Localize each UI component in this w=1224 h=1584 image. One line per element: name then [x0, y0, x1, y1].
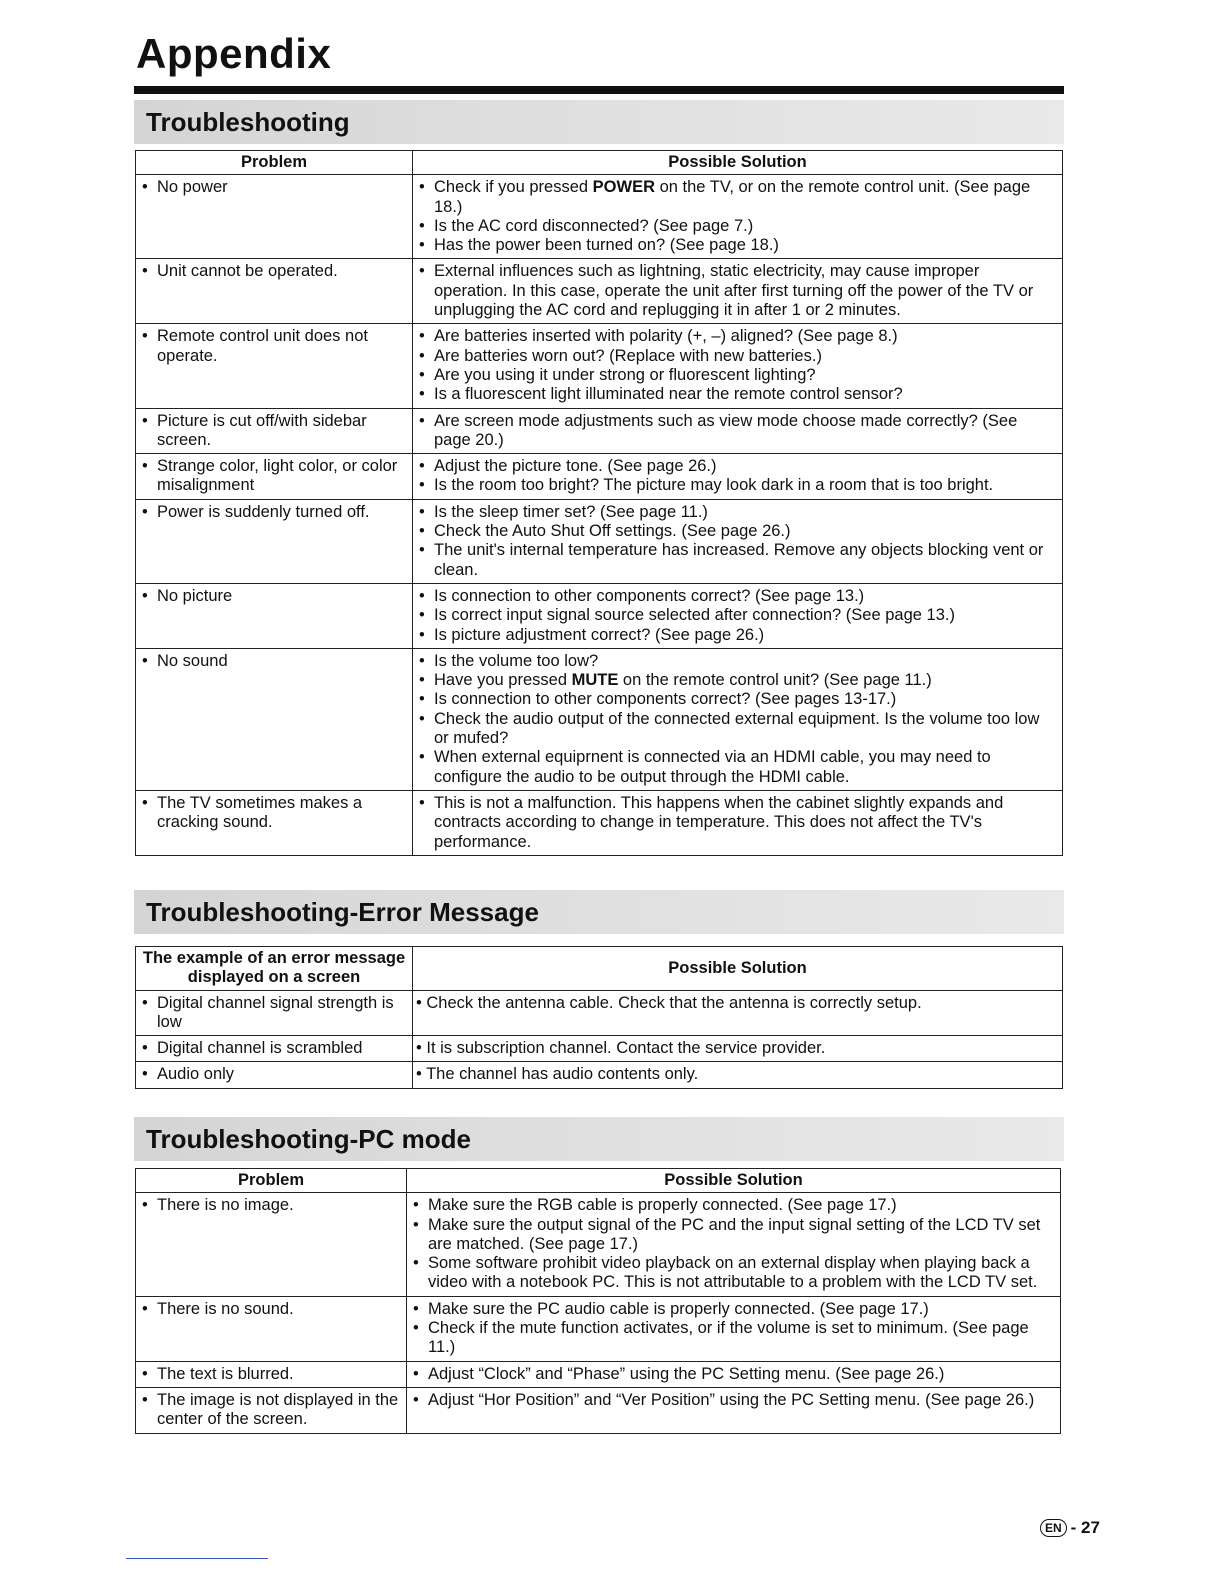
error-example-cell [136, 990, 413, 1036]
problem-cell [136, 175, 413, 259]
problem-cell [136, 583, 413, 648]
table-row [136, 1036, 1063, 1062]
page-title: Appendix [136, 30, 332, 77]
solution-item [419, 503, 1056, 522]
solution-text: When external equiprnent is connected via an HDMI cable, you may need to configure the audio to be output through the HDMI cable. [434, 748, 991, 786]
solution-item [413, 1391, 1054, 1410]
solution-item [419, 710, 1056, 749]
solution-text: Is the volume too low? [434, 651, 599, 670]
problem-text: • The TV sometimes makes a cracking sound. [142, 794, 406, 833]
solution-text: Is the room too bright? The picture may look dark in a room that is too bright. [434, 476, 994, 495]
error-message-table [135, 946, 1063, 1089]
table-row [136, 990, 1063, 1036]
page-number [1040, 1518, 1100, 1538]
solution-item [419, 522, 1056, 541]
problem-text: • No picture [142, 587, 406, 606]
solution-item [419, 236, 1056, 255]
solution-item [413, 1319, 1054, 1358]
solution-text: Make sure the PC audio cable is properly connected. (See page 17.) [428, 1299, 929, 1318]
solution-item [419, 457, 1056, 476]
solution-item [413, 1196, 1054, 1215]
solution-item [419, 541, 1056, 580]
page-number-text: - 27 [1070, 1518, 1100, 1537]
section-heading-text: Troubleshooting-PC mode [146, 1124, 471, 1154]
table-row [136, 1361, 1061, 1387]
problem-cell [136, 499, 413, 583]
solution-text: Check if you pressed [434, 178, 593, 197]
solution-item [419, 366, 1056, 385]
section-heading-error-message [134, 890, 1064, 934]
troubleshooting-table [135, 150, 1063, 856]
solution-cell [407, 1387, 1061, 1433]
solution-cell [407, 1193, 1061, 1296]
solution-cell: • Check the antenna cable. Check that the antenna is correctly setup. [413, 990, 1063, 1036]
solution-text: Are screen mode adjustments such as view mode choose made correctly? (See page 20.) [434, 411, 1018, 449]
section-heading-text: Troubleshooting [146, 107, 350, 137]
problem-text: • The text is blurred. [142, 1365, 400, 1384]
error-example-text: • Digital channel signal strength is low [142, 994, 406, 1033]
solution-item [413, 1365, 1054, 1384]
solution-text: Are batteries worn out? (Replace with new batteries.) [434, 346, 822, 365]
problem-text: • Strange color, light color, or color misalignment [142, 457, 406, 496]
solution-item [419, 626, 1056, 645]
problem-cell [136, 790, 413, 855]
problem-text: • There is no sound. [142, 1300, 400, 1319]
solution-item [413, 1216, 1054, 1255]
solution-cell [413, 408, 1063, 454]
solution-cell [413, 454, 1063, 500]
solution-text: External influences such as lightning, static electricity, may cause improper operation. In this case, operate the unit after first turning off the power of the TV or unplugging the AC cord and replugging it in after 1 or 2 minutes. [434, 262, 1034, 320]
solution-cell [413, 175, 1063, 259]
solution-cell [413, 499, 1063, 583]
button-name: POWER [592, 178, 656, 197]
solution-item [419, 385, 1056, 404]
solution-text: Make sure the RGB cable is properly connected. (See page 17.) [428, 1196, 897, 1215]
error-example-text: • Audio only [142, 1065, 406, 1084]
solution-item [419, 412, 1056, 451]
problem-text: • There is no image. [142, 1196, 400, 1215]
language-badge: EN [1040, 1519, 1067, 1537]
solution-text: Is the AC cord disconnected? (See page 7.) [434, 216, 754, 235]
table-row [136, 454, 1063, 500]
solution-text: This is not a malfunction. This happens when the cabinet slightly expands and contracts according to change in temperature. This does not affect the TV's performance. [434, 793, 1004, 851]
problem-text: • Unit cannot be operated. [142, 262, 406, 281]
table-row [136, 1062, 1063, 1088]
solution-text: Check the audio output of the connected external equipment. Is the volume too low or mufed? [434, 709, 1040, 748]
section-heading-pc-mode [134, 1117, 1064, 1161]
solution-item [419, 347, 1056, 366]
error-example-text: • Digital channel is scrambled [142, 1039, 406, 1058]
solution-text: Is connection to other components correct? (See pages 13-17.) [434, 690, 897, 709]
problem-cell [136, 648, 413, 790]
table-row [136, 583, 1063, 648]
problem-cell [136, 1361, 407, 1387]
solution-item [419, 794, 1056, 852]
problem-cell [136, 324, 413, 408]
table-row [136, 408, 1063, 454]
table-row [136, 324, 1063, 408]
problem-cell [136, 1193, 407, 1296]
problem-text: • The image is not displayed in the center of the screen. [142, 1391, 400, 1430]
solution-cell [407, 1361, 1061, 1387]
column-header-solution: Possible Solution [413, 947, 1063, 991]
problem-cell [136, 259, 413, 324]
solution-cell [407, 1296, 1061, 1361]
solution-cell [413, 648, 1063, 790]
problem-cell [136, 408, 413, 454]
solution-text: Make sure the output signal of the PC and the input signal setting of the LCD TV set are matched. (See page 17.) [428, 1215, 1041, 1253]
solution-text: Are you using it under strong or fluorescent lighting? [434, 365, 816, 384]
section-heading-text: Troubleshooting-Error Message [146, 897, 539, 927]
solution-text: Some software prohibit video playback on an external display when playing back a video with a notebook PC. This is not attributable to a problem with the LCD TV set. [428, 1254, 1038, 1292]
solution-text: Adjust the picture tone. (See page 26.) [434, 457, 717, 476]
solution-cell: • It is subscription channel. Contact the service provider. [413, 1036, 1063, 1062]
solution-text: Is a fluorescent light illuminated near the remote control sensor? [434, 385, 903, 404]
problem-text: • Remote control unit does not operate. [142, 327, 406, 366]
pc-mode-table [135, 1168, 1061, 1434]
column-header-solution: Possible Solution [407, 1169, 1061, 1193]
solution-item [419, 476, 1056, 495]
table-row [136, 1193, 1061, 1296]
column-header-problem: Problem [136, 1169, 407, 1193]
solution-text: Is the sleep timer set? (See page 11.) [434, 502, 708, 521]
solution-text: on the TV, or on the remote control unit. (See page 18.) [434, 178, 1031, 216]
problem-text: • Power is suddenly turned off. [142, 503, 406, 522]
solution-item [419, 262, 1056, 320]
solution-item [419, 652, 1056, 671]
solution-item [419, 606, 1056, 625]
solution-item [413, 1254, 1054, 1293]
column-header-problem: Problem [136, 151, 413, 175]
solution-item [413, 1300, 1054, 1319]
solution-text: The unit's internal temperature has increased. Remove any objects blocking vent or clean. [434, 541, 1044, 579]
footer-rule [126, 1558, 268, 1559]
problem-cell [136, 454, 413, 500]
problem-text: • No sound [142, 652, 406, 671]
solution-text: on the remote control unit? (See page 11.) [618, 671, 932, 690]
solution-cell [413, 324, 1063, 408]
problem-cell [136, 1296, 407, 1361]
title-rule [134, 86, 1064, 94]
solution-item [419, 671, 1056, 690]
solution-item [419, 327, 1056, 346]
table-row [136, 1296, 1061, 1361]
button-name: MUTE [571, 671, 619, 690]
section-heading-troubleshooting [134, 100, 1064, 144]
solution-item [419, 748, 1056, 787]
table-row [136, 499, 1063, 583]
solution-text: Is correct input signal source selected after connection? (See page 13.) [434, 606, 955, 625]
problem-cell [136, 1387, 407, 1433]
solution-text: Check if the mute function activates, or if the volume is set to minimum. (See page 11.) [428, 1319, 1029, 1357]
problem-text: • No power [142, 178, 406, 197]
table-header-row [136, 947, 1063, 991]
solution-text: Are batteries inserted with polarity (+, –) aligned? (See page 8.) [434, 327, 898, 346]
solution-text: Adjust “Hor Position” and “Ver Position” using the PC Setting menu. (See page 26.) [428, 1390, 1035, 1409]
solution-text: Have you pressed [434, 671, 572, 690]
solution-text: Has the power been turned on? (See page 18.) [434, 236, 779, 255]
solution-text: Is connection to other components correct? (See page 13.) [434, 586, 865, 605]
column-header-solution: Possible Solution [413, 151, 1063, 175]
table-header-row [136, 1169, 1061, 1193]
table-row [136, 648, 1063, 790]
column-header-error-example: The example of an error message displayed on a screen [136, 947, 413, 991]
solution-text: Check the Auto Shut Off settings. (See page 26.) [434, 522, 791, 541]
table-row [136, 790, 1063, 855]
solution-text: Adjust “Clock” and “Phase” using the PC Setting menu. (See page 26.) [428, 1364, 945, 1383]
problem-text: • Picture is cut off/with sidebar screen. [142, 412, 406, 451]
error-example-cell [136, 1062, 413, 1088]
error-example-cell [136, 1036, 413, 1062]
solution-item [419, 587, 1056, 606]
solution-item [419, 690, 1056, 709]
solution-cell [413, 790, 1063, 855]
table-row [136, 175, 1063, 259]
solution-cell [413, 259, 1063, 324]
table-header-row [136, 151, 1063, 175]
solution-cell: • The channel has audio contents only. [413, 1062, 1063, 1088]
solution-cell [413, 583, 1063, 648]
table-row [136, 259, 1063, 324]
table-row [136, 1387, 1061, 1433]
solution-text: Is picture adjustment correct? (See page 26.) [434, 625, 765, 644]
solution-item [419, 217, 1056, 236]
solution-item [419, 178, 1056, 217]
